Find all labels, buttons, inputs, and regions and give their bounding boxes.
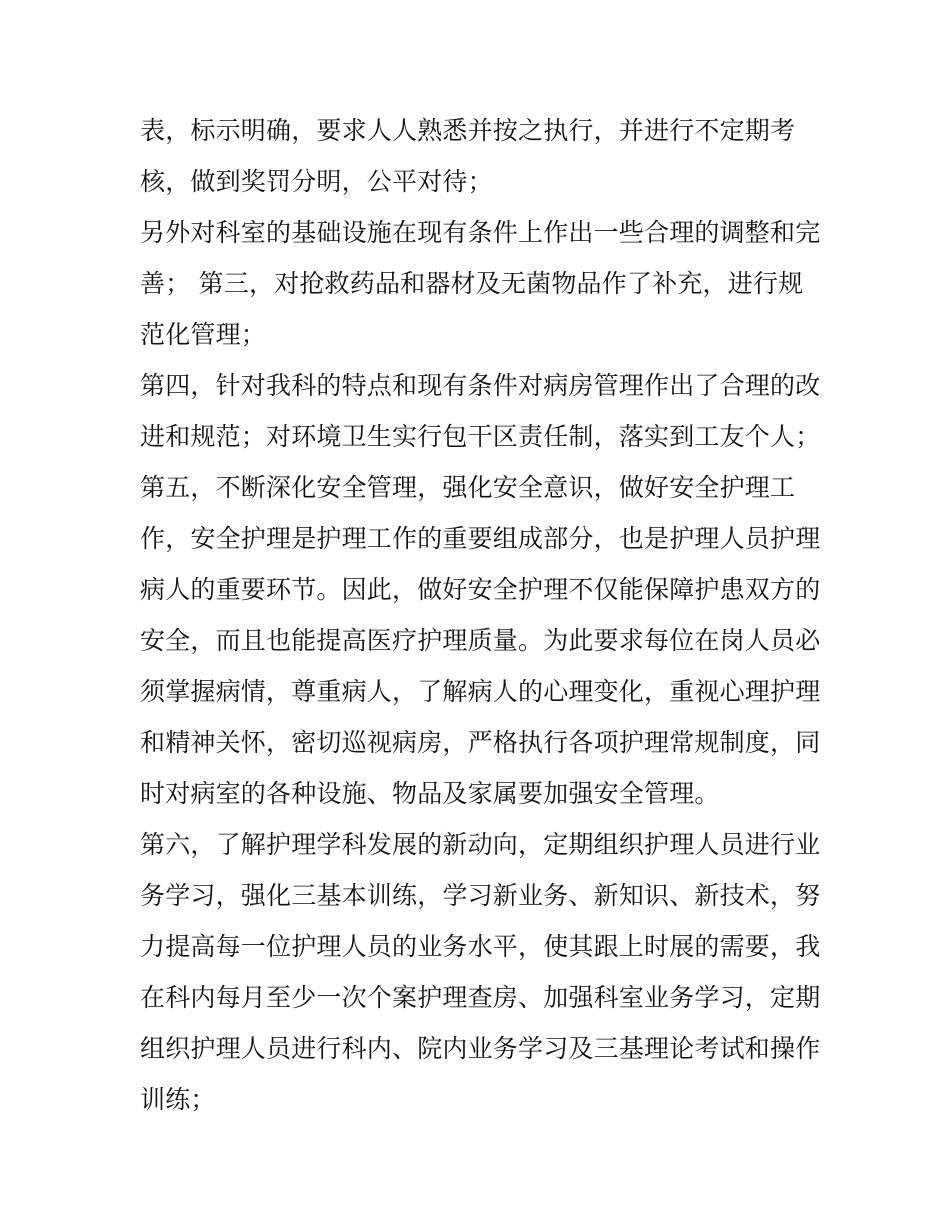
text-line: 进和规范；对环境卫生实行包干区责任制，落实到工友个人； <box>140 422 821 451</box>
text-line: 力提高每一位护理人员的业务水平，使其跟上时展的需要，我 <box>140 932 821 961</box>
text-line: 核，做到奖罚分明，公平对待； <box>140 167 493 196</box>
text-line: 第五，不断深化安全管理，强化安全意识，做好安全护理工 <box>140 473 796 502</box>
text-line: 第四，针对我科的特点和现有条件对病房管理作出了合理的改 <box>140 371 821 400</box>
text-line: 范化管理； <box>140 320 267 349</box>
text-line: 作，安全护理是护理工作的重要组成部分，也是护理人员护理 <box>140 524 821 553</box>
text-line: 训练； <box>140 1085 216 1114</box>
text-line: 另外对科室的基础设施在现有条件上作出一些合理的调整和完 <box>140 218 821 247</box>
text-line: 在科内每月至少一次个案护理查房、加强科室业务学习，定期 <box>140 983 821 1012</box>
text-line: 安全，而且也能提高医疗护理质量。为此要求每位在岗人员必 <box>140 626 821 655</box>
text-line: 第六，了解护理学科发展的新动向，定期组织护理人员进行业 <box>140 830 821 859</box>
text-line: 须掌握病情，尊重病人，了解病人的心理变化，重视心理护理 <box>140 677 821 706</box>
text-line: 组织护理人员进行科内、院内业务学习及三基理论考试和操作 <box>140 1034 821 1063</box>
text-line: 时对病室的各种设施、物品及家属要加强安全管理。 <box>140 779 720 808</box>
text-line: 表，标示明确，要求人人熟悉并按之执行，并进行不定期考 <box>140 116 796 145</box>
text-line: 善； 第三，对抢救药品和器材及无菌物品作了补充，进行规 <box>140 269 804 298</box>
document-body <box>140 105 820 1125</box>
text-line: 务学习，强化三基本训练，学习新业务、新知识、新技术，努 <box>140 881 821 910</box>
text-line: 和精神关怀，密切巡视病房，严格执行各项护理常规制度，同 <box>140 728 821 757</box>
text-line: 病人的重要环节。因此，做好安全护理不仅能保障护患双方的 <box>140 575 821 604</box>
